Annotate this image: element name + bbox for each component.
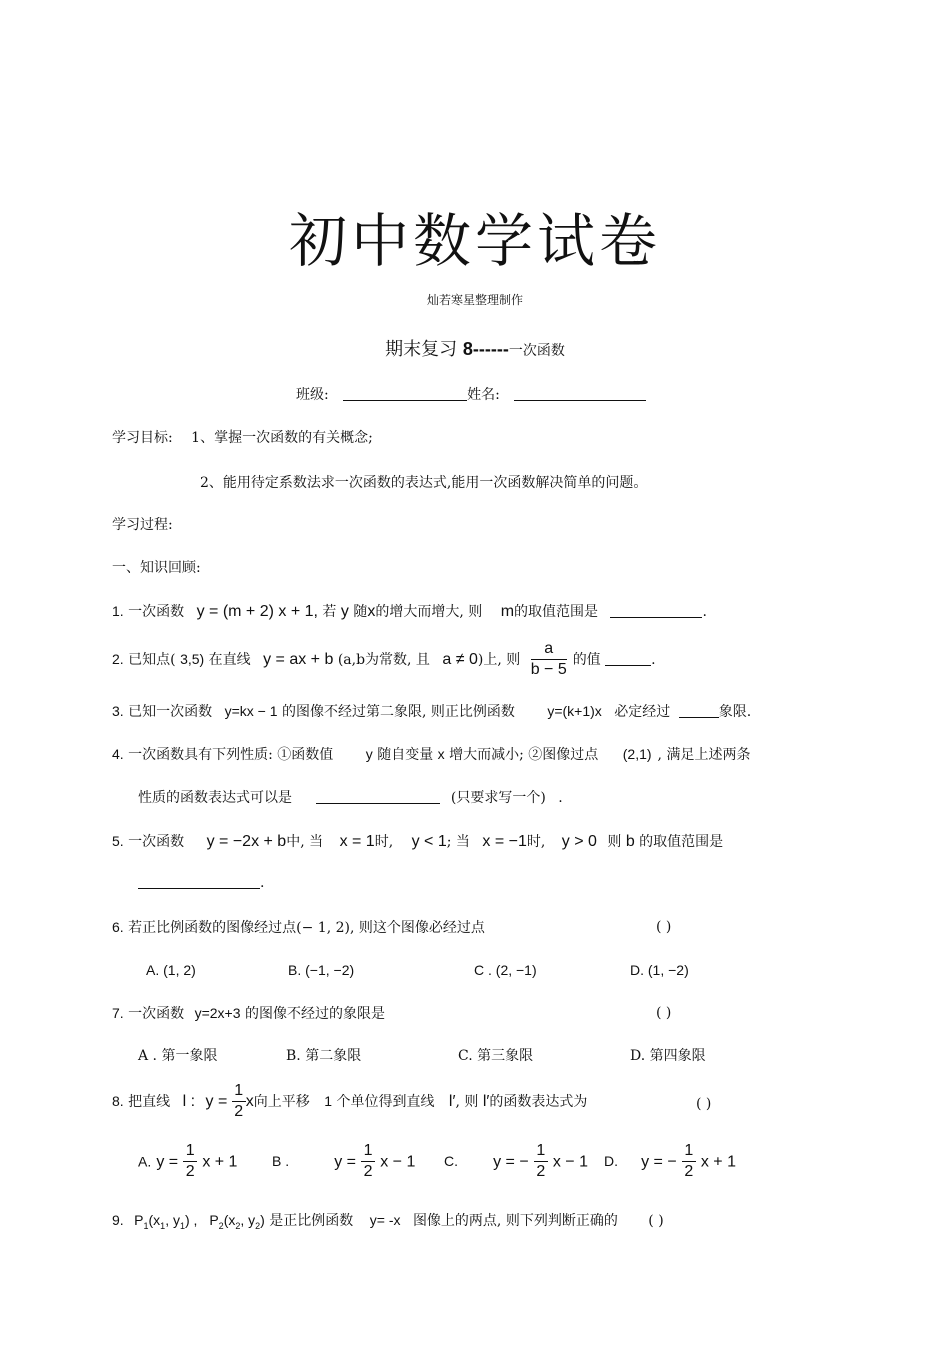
question-3: 3. 已知一次函数 y=kx − 1 的图像不经过第二象限, 则正比例函数 y=(k+1)x 必定经过 象限. xyxy=(112,703,752,720)
page-title: 初中数学试卷 xyxy=(288,207,661,275)
unit-heading xyxy=(0,335,950,361)
fraction: $\frac{1}{2}$ xyxy=(232,1082,246,1122)
option-d[interactable]: D. (1, −2) xyxy=(630,962,689,978)
name-label: 姓名: xyxy=(467,387,500,403)
question-5-line-2: . xyxy=(138,874,264,892)
goal-2: 2、能用待定系数法求一次函数的表达式,能用一次函数解决简单的问题。 xyxy=(200,475,648,491)
name-blank[interactable] xyxy=(514,386,646,401)
option-c[interactable]: C . (2, −1) xyxy=(474,962,537,978)
answer-blank[interactable] xyxy=(605,651,651,666)
goals-label: 学习目标: xyxy=(112,430,173,446)
fraction: $\frac{a}{b - 5}$ xyxy=(530,640,567,679)
info-line xyxy=(296,386,646,404)
answer-paren[interactable]: ( ) xyxy=(656,919,672,935)
answer-paren[interactable]: ( ) xyxy=(648,1213,664,1229)
option-c[interactable]: C. y = − $\frac{1}{2}$ x − 1 xyxy=(444,1142,588,1181)
unit-topic: 一次函数 xyxy=(508,343,565,359)
option-b[interactable]: B. (−1, −2) xyxy=(288,962,355,978)
answer-blank[interactable] xyxy=(138,874,260,889)
class-blank[interactable] xyxy=(343,386,467,401)
option-a[interactable]: A. y = $\frac{1}{2}$ x + 1 xyxy=(138,1142,238,1181)
answer-blank[interactable] xyxy=(316,789,440,804)
answer-blank[interactable] xyxy=(610,603,702,618)
question-4-line-2: 性质的函数表达式可以是 (只要求写一个) . xyxy=(138,790,563,806)
question-6: 6. 若正比例函数的图像经过点(− 1, 2), 则这个图像必经过点 xyxy=(112,919,485,936)
option-d[interactable]: D. 第四象限 xyxy=(630,1048,706,1064)
process-label: 学习过程: xyxy=(112,517,173,533)
option-a[interactable]: A . 第一象限 xyxy=(138,1048,218,1064)
option-b[interactable]: B . y = $\frac{1}{2}$ x − 1 xyxy=(272,1142,416,1181)
question-5: 5. 一次函数 y = −2x + b中, 当 x = 1时, y < 1; 当 x = −1时, y > 0 则 b 的取值范围是 xyxy=(112,833,724,850)
section-heading: 一、知识回顾: xyxy=(112,560,201,576)
option-c[interactable]: C. 第三象限 xyxy=(458,1048,534,1064)
question-7: 7. 一次函数 y=2x+3 的图像不经过的象限是 xyxy=(112,1005,385,1022)
question-4: 4. 一次函数具有下列性质: ①函数值 y 随自变量 x 增大而减小; ②图像过点 (2,1) , 满足上述两条 xyxy=(112,746,751,763)
question-1: 1. 一次函数 y = (m + 2) x + 1, 若 y 随x的增大而增大, 则 m的取值范围是 . xyxy=(112,603,707,620)
unit-prefix: 期末复习 xyxy=(385,339,458,360)
answer-blank[interactable] xyxy=(679,703,719,718)
goals-line-1 xyxy=(112,430,373,447)
question-9: 9. $P_1(x_1$, $y_1$) , $P_2(x_2$, $y_2$) 是正比例函数 y= -x 图像上的两点, 则下列判断正确的 ( ) xyxy=(112,1212,664,1231)
option-b[interactable]: B. 第二象限 xyxy=(286,1048,362,1064)
class-label: 班级: xyxy=(296,387,329,403)
option-a[interactable]: A. (1, 2) xyxy=(146,962,196,978)
unit-number: 8------ xyxy=(462,339,509,359)
question-8: 8. 把直线 l : y = $\frac{1}{2}$ x向上平移 1 个单位得到直线 l′, 则 l′的函数表达式为 xyxy=(112,1082,588,1121)
answer-paren[interactable]: ( ) xyxy=(696,1096,712,1112)
question-2: 2. 已知点( 3,5) 在直线 y = ax + b (a,b为常数, 且 a ≠ 0)上, 则 $\frac{a}{b - 5}$ 的值 . xyxy=(112,640,656,679)
answer-paren[interactable]: ( ) xyxy=(656,1005,672,1021)
option-d[interactable]: D. y = − $\frac{1}{2}$ x + 1 xyxy=(604,1142,736,1181)
goal-1: 1、掌握一次函数的有关概念; xyxy=(191,430,373,446)
page-subtitle: 灿若寒星整理制作 xyxy=(426,293,523,307)
